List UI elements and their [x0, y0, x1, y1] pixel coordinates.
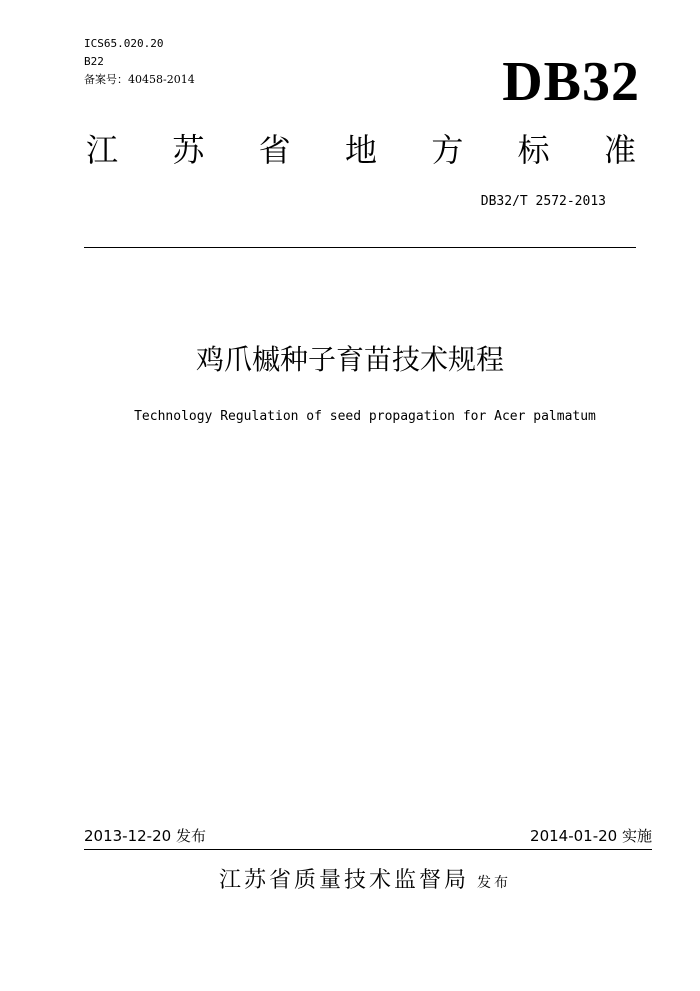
classification-code: B22	[84, 55, 104, 68]
standard-type-char: 地	[344, 131, 377, 169]
standard-type-char: 省	[258, 131, 291, 169]
standard-type-title	[86, 128, 636, 172]
record-label: 备案号：	[84, 73, 128, 86]
record-value: 40458-2014	[128, 73, 195, 86]
issuer-name: 江苏省质量技术监督局	[218, 868, 469, 893]
standard-type-char: 准	[603, 131, 636, 169]
ics-code: ICS65.020.20	[84, 37, 164, 50]
standard-number: DB32/T 2572-2013	[480, 194, 606, 209]
standard-logo: DB32	[502, 51, 640, 113]
bottom-divider	[84, 849, 652, 850]
implementation-date: 2014-01-20 实施	[530, 827, 652, 845]
standard-type-char: 江	[86, 131, 119, 169]
standard-type-char: 标	[517, 131, 550, 169]
issuer-action: 发布	[477, 875, 511, 891]
standard-type-char: 方	[431, 131, 464, 169]
document-title-en: Technology Regulation of seed propagation for Acer palmatum	[134, 409, 596, 424]
top-divider	[84, 247, 636, 248]
record-number	[84, 73, 195, 87]
issuing-authority	[0, 866, 700, 896]
standard-type-char: 苏	[172, 131, 205, 169]
issue-date: 2013-12-20 发布	[84, 827, 206, 845]
document-title-cn: 鸡爪槭种子育苗技术规程	[195, 343, 504, 376]
